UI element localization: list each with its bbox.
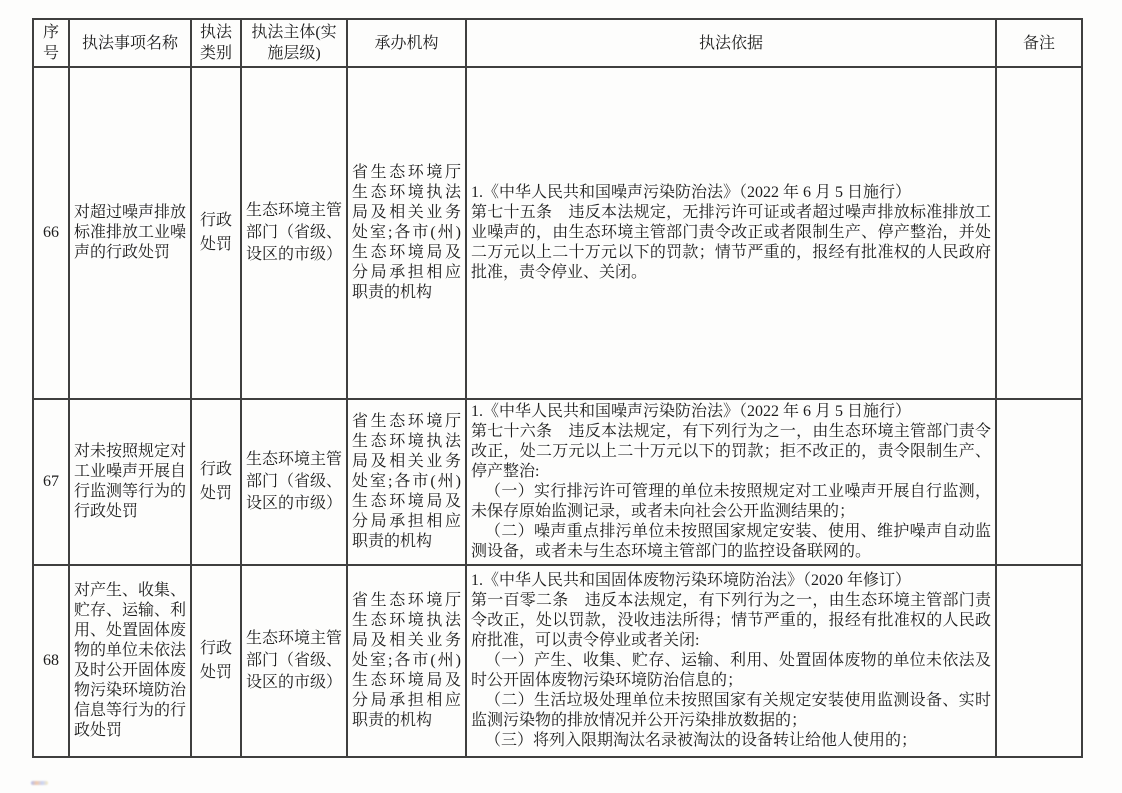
remark-cell: [996, 399, 1082, 565]
basis-cell: [466, 399, 996, 565]
organ-cell: 省生态环境厅生态环境执法局及相关业务处室;各市(州)生态环境局及分局承担相应职责的机构: [347, 565, 466, 757]
subject-cell: 生态环境主管部门（省级、设区的市级）: [241, 565, 347, 757]
basis-cell: [466, 565, 996, 757]
law-article: 第七十六条 违反本法规定，有下列行为之一，由生态环境主管部门责令改正，处二万元以上二十万元以下的罚款；拒不改正的，责令限制生产、停产整治:: [471, 423, 991, 480]
remark-header: 备注: [996, 19, 1082, 67]
law-citation: 1.《中华人民共和国固体废物污染环境防治法》（2020 年修订）: [471, 572, 912, 589]
law-item-1: （一）实行排污许可管理的单位未按照规定对工业噪声开展自行监测，未保存原始监测记录，或者未向社会公开监测结果的；: [471, 483, 991, 520]
table-row: [33, 399, 1082, 565]
category-header: 执法类别: [191, 19, 241, 67]
name-cell: 对产生、收集、贮存、运输、利用、处置固体废物的单位未依法及时公开固体废物污染环境防治信息等行为的行政处罚: [69, 565, 191, 757]
basis-cell: [466, 67, 996, 399]
organ-cell: 省生态环境厅生态环境执法局及相关业务处室;各市(州)生态环境局及分局承担相应职责的机构: [347, 399, 466, 565]
header-row: [33, 19, 1082, 67]
law-item-2: （二）噪声重点排污单位未按照国家规定安装、使用、维护噪声自动监测设备，或者未与生态环境主管部门的监控设备联网的。: [471, 523, 991, 560]
name-cell: 对未按照规定对工业噪声开展自行监测等行为的行政处罚: [69, 399, 191, 565]
table-row: [33, 565, 1082, 757]
remark-cell: [996, 67, 1082, 399]
subject-cell: 生态环境主管部门（省级、设区的市级）: [241, 399, 347, 565]
category-cell: 行政处罚: [191, 67, 241, 399]
law-item-2: （二）生活垃圾处理单位未按照国家有关规定安装使用监测设备、实时监测污染物的排放情况并公开污染排放数据的；: [471, 692, 991, 729]
subject-cell: 生态环境主管部门（省级、设区的市级）: [241, 67, 347, 399]
organ-cell: 省生态环境厅生态环境执法局及相关业务处室;各市(州)生态环境局及分局承担相应职责的机构: [347, 67, 466, 399]
law-citation: 1.《中华人民共和国噪声污染防治法》（2022 年 6 月 5 日施行）: [471, 184, 912, 201]
law-article: 第七十五条 违反本法规定，无排污许可证或者超过噪声排放标准排放工业噪声的，由生态环境主管部门责令改正或者限制生产、停产整治，并处二万元以上二十万元以下的罚款；情节严重的，报经有批准权的人民政府批准，责令停业、关闭。: [471, 204, 991, 281]
name-header: 执法事项名称: [69, 19, 191, 67]
seq-header: 序号: [33, 19, 69, 67]
table-row: [33, 67, 1082, 399]
law-article: 第一百零二条 违反本法规定，有下列行为之一，由生态环境主管部门责令改正，处以罚款，没收违法所得；情节严重的，报经有批准权的人民政府批准，可以责令停业或者关闭:: [471, 592, 991, 649]
seq-cell: 67: [33, 399, 69, 565]
law-item-3: （三）将列入限期淘汰名录被淘汰的设备转让给他人使用的；: [485, 732, 918, 749]
law-item-1: （一）产生、收集、贮存、运输、利用、处置固体废物的单位未依法及时公开固体废物污染环境防治信息的；: [471, 652, 991, 689]
category-cell: 行政处罚: [191, 399, 241, 565]
basis-header: 执法依据: [466, 19, 996, 67]
seq-cell: 66: [33, 67, 69, 399]
enforcement-matters-table: [32, 18, 1083, 758]
subject-header: 执法主体(实施层级): [241, 19, 347, 67]
organ-header: 承办机构: [347, 19, 466, 67]
seq-cell: 68: [33, 565, 69, 757]
category-cell: 行政处罚: [191, 565, 241, 757]
scan-smudge-artifact: [31, 781, 48, 785]
law-citation: 1.《中华人民共和国噪声污染防治法》（2022 年 6 月 5 日施行）: [471, 403, 912, 420]
name-cell: 对超过噪声排放标准排放工业噪声的行政处罚: [69, 67, 191, 399]
remark-cell: [996, 565, 1082, 757]
